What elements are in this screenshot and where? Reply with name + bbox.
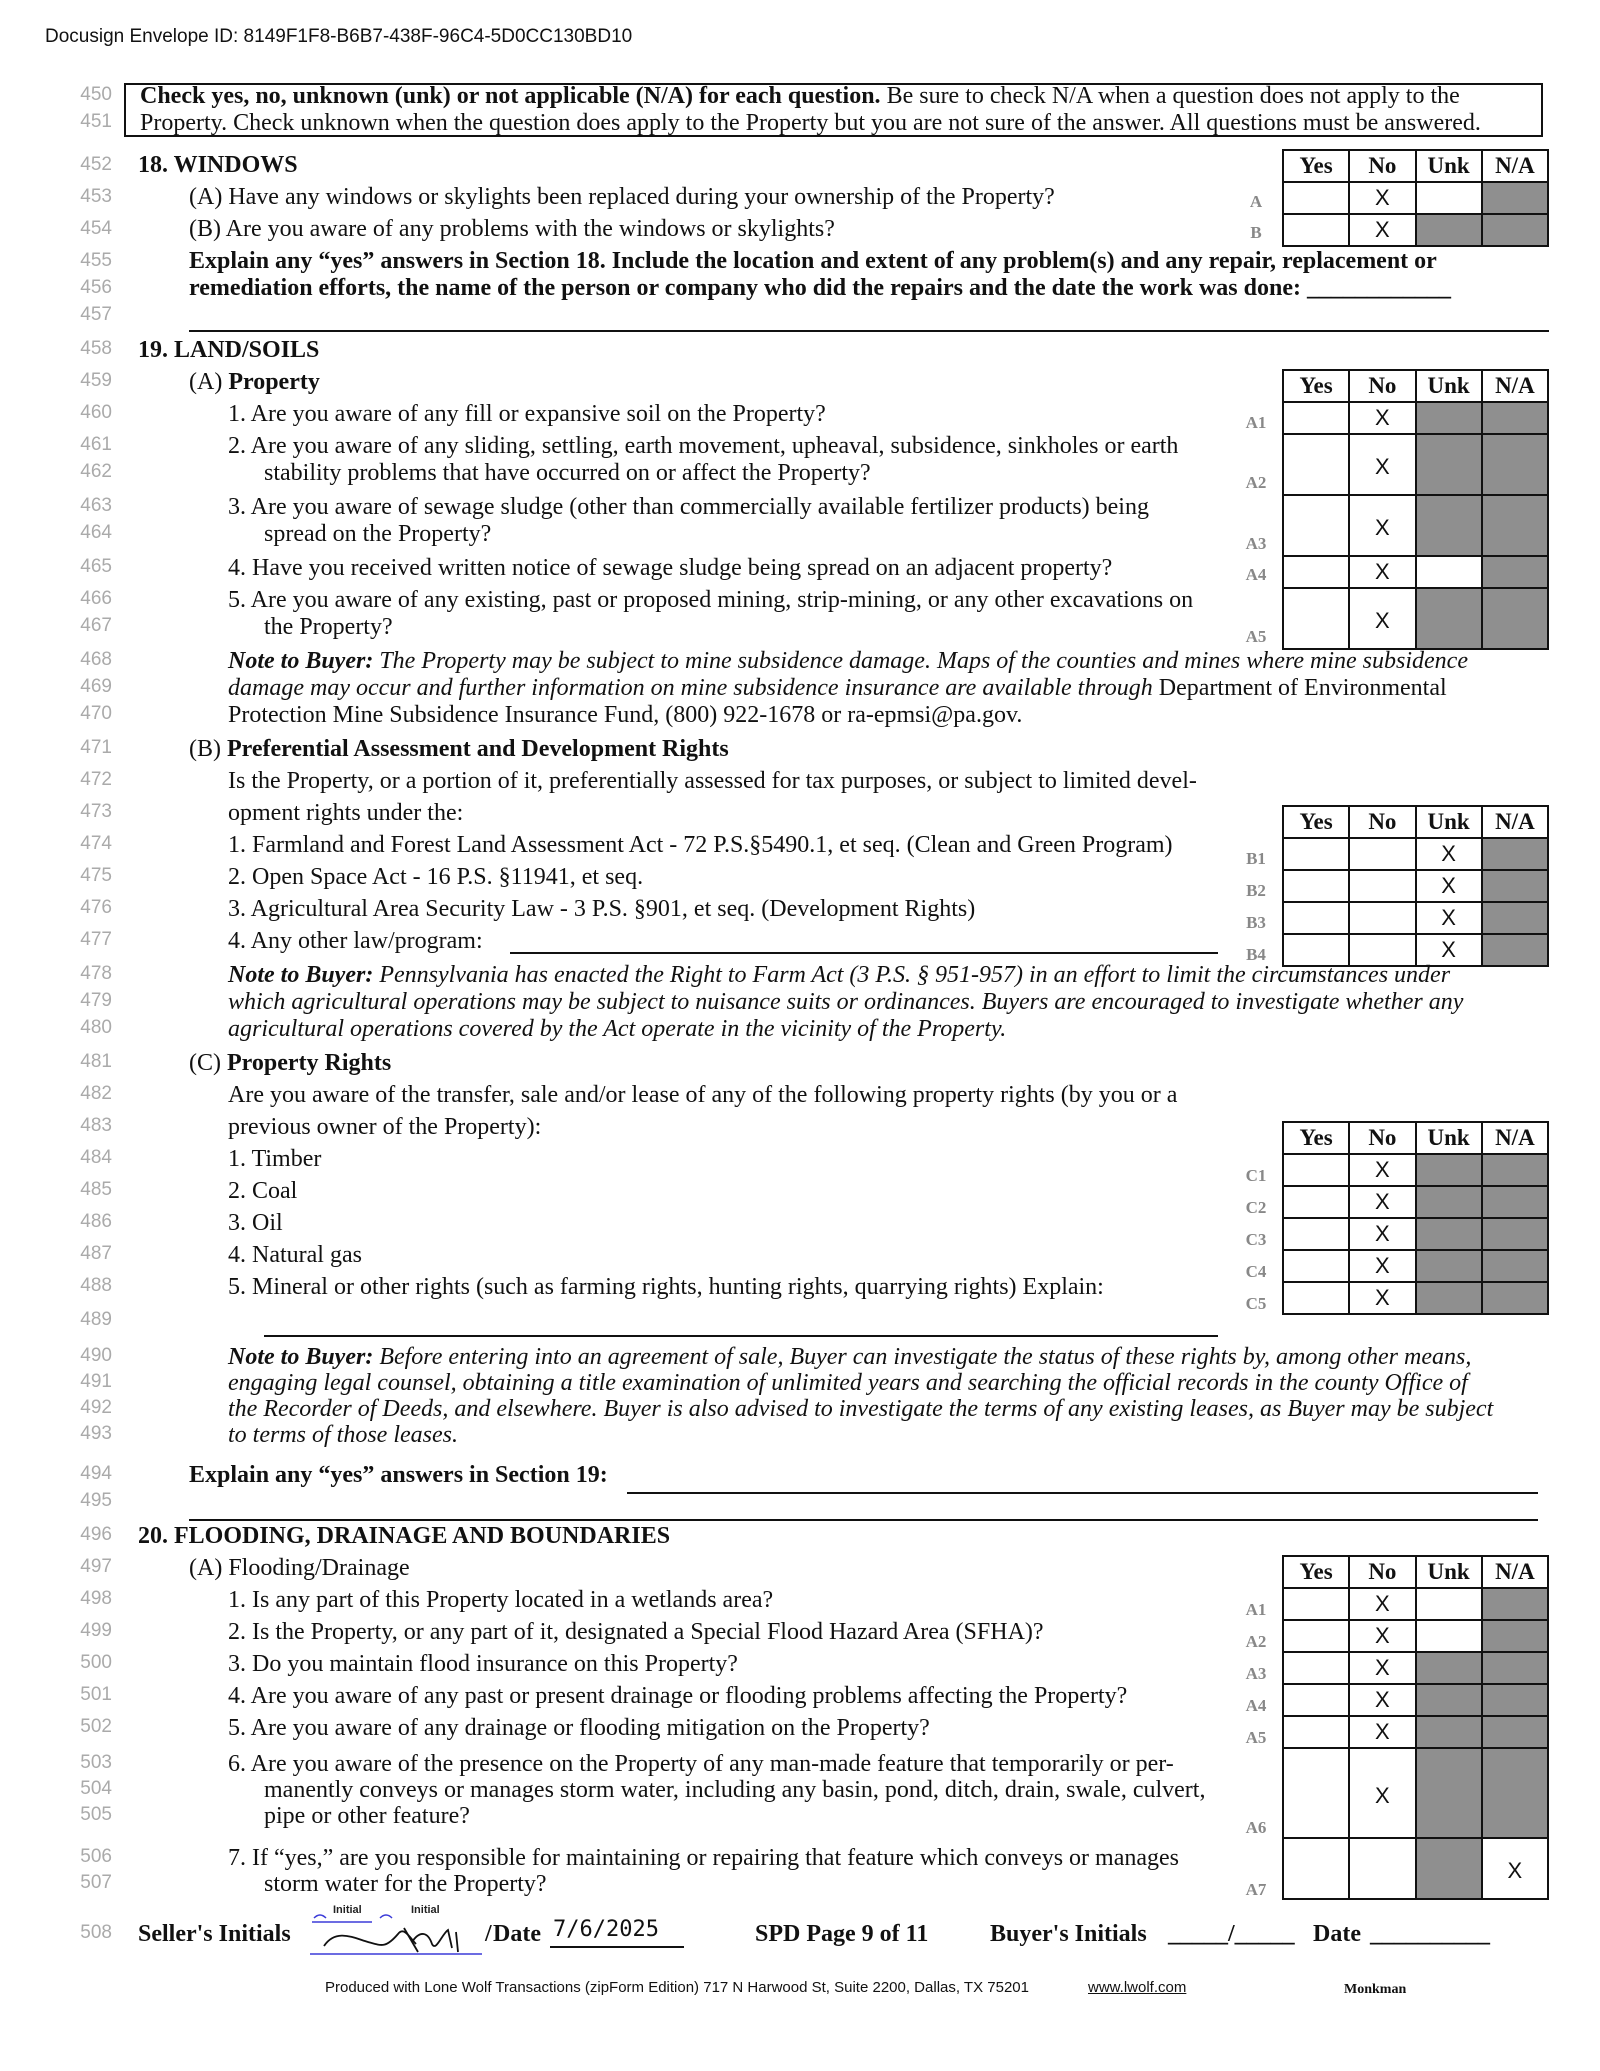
checkbox-unk[interactable]: X [1417, 935, 1483, 967]
buyer-date-blank[interactable]: __________ [1370, 1921, 1490, 1947]
header-no: No [1350, 151, 1416, 183]
row-label: A2 [1245, 473, 1267, 492]
instructions-line2: Property. Check unknown when the question does apply to the Property but you are not sure of the answer. All questions must be answered. [140, 110, 1481, 136]
row-label: A7 [1245, 1880, 1267, 1899]
row-label: A1 [1245, 413, 1267, 432]
checkbox-no[interactable] [1350, 839, 1416, 871]
checkbox-no[interactable]: X [1350, 1219, 1416, 1251]
line-number: 467 [80, 615, 112, 636]
row-label: C1 [1245, 1166, 1267, 1185]
checkbox-no[interactable]: X [1350, 1589, 1416, 1621]
checkbox-unk-disabled [1417, 589, 1483, 650]
checkbox-unk-disabled [1417, 1283, 1483, 1315]
instructions-line1: Check yes, no, unknown (unk) or not applicable (N/A) for each question. Be sure to check N/A when a question does not apply to the [140, 83, 1460, 109]
row-label: A4 [1245, 1696, 1267, 1715]
line-number: 487 [80, 1243, 112, 1264]
note-right-to-farm-2: which agricultural operations may be subject to nuisance suits or ordinances. Buyers are encouraged to investigate whether any [228, 989, 1464, 1015]
s19-a4: 4. Have you received written notice of sewage sludge being spread on an adjacent property? [228, 555, 1113, 581]
checkbox-yes[interactable] [1284, 1589, 1350, 1621]
line-number: 494 [80, 1463, 112, 1484]
s19-a-title: (A) Property [189, 369, 320, 395]
checkbox-na-disabled [1483, 1621, 1549, 1653]
header-yes: Yes [1284, 151, 1350, 183]
lwolf-link[interactable]: www.lwolf.com [1088, 1979, 1187, 1996]
line-number: 457 [80, 304, 112, 325]
checkbox-yes[interactable] [1284, 1717, 1350, 1749]
checkbox-unk-disabled [1417, 435, 1483, 496]
checkbox-yes[interactable] [1284, 1219, 1350, 1251]
page-indicator: SPD Page 9 of 11 [755, 1921, 929, 1947]
checkbox-no[interactable] [1350, 1839, 1416, 1900]
checkbox-no[interactable]: X [1350, 589, 1416, 650]
checkbox-yes[interactable] [1284, 1685, 1350, 1717]
checkbox-na-disabled [1483, 1685, 1549, 1717]
header-na: N/A [1483, 1123, 1549, 1155]
buyer-initials-label: Buyer's Initials [990, 1921, 1147, 1947]
checkbox-na-disabled [1483, 496, 1549, 557]
line-number: 476 [80, 897, 112, 918]
s19b-answer-grid [1282, 805, 1549, 967]
row-label: B1 [1246, 849, 1266, 868]
checkbox-unk-disabled [1417, 1749, 1483, 1839]
line-number: 458 [80, 338, 112, 359]
checkbox-yes[interactable] [1284, 1187, 1350, 1219]
line-number: 485 [80, 1179, 112, 1200]
line-number: 456 [80, 277, 112, 298]
checkbox-unk-disabled [1417, 496, 1483, 557]
checkbox-yes[interactable] [1284, 1653, 1350, 1685]
row-label: C5 [1245, 1294, 1267, 1313]
line-number: 507 [80, 1872, 112, 1893]
line-number: 478 [80, 963, 112, 984]
checkbox-yes[interactable] [1284, 435, 1350, 496]
seller-date-value[interactable]: 7/6/2025 [553, 1917, 659, 1942]
note-mine-subsidence-2: damage may occur and further information on mine subsidence insurance are available through Department of Environmental [228, 675, 1447, 701]
checkbox-na-disabled [1483, 1589, 1549, 1621]
checkbox-no[interactable]: X [1350, 403, 1416, 435]
s19-explain-blank-2[interactable] [189, 1519, 1538, 1521]
line-number: 451 [80, 111, 112, 132]
row-label: C4 [1245, 1262, 1267, 1281]
section-18-title: 18. WINDOWS [138, 152, 298, 178]
checkbox-unk-disabled [1417, 1187, 1483, 1219]
seller-initials-label: Seller's Initials [138, 1921, 291, 1947]
checkbox-yes[interactable] [1284, 1155, 1350, 1187]
line-number: 492 [80, 1397, 112, 1418]
checkbox-no[interactable]: X [1350, 435, 1416, 496]
s19-c1: 1. Timber [228, 1146, 322, 1172]
row-label: A1 [1245, 1600, 1267, 1619]
row-label: B2 [1246, 881, 1266, 900]
checkbox-no[interactable] [1350, 871, 1416, 903]
envelope-id: Docusign Envelope ID: 8149F1F8-B6B7-438F-96C4-5D0CC130BD10 [45, 26, 633, 47]
line-number: 465 [80, 556, 112, 577]
checkbox-no[interactable]: X [1350, 1283, 1416, 1315]
s20-q4: 4. Are you aware of any past or present drainage or flooding problems affecting the Property? [228, 1683, 1128, 1709]
line-number: 470 [80, 703, 112, 724]
note-property-rights-4: to terms of those leases. [228, 1422, 458, 1448]
checkbox-no[interactable]: X [1350, 1685, 1416, 1717]
s20-q2: 2. Is the Property, or any part of it, designated a Special Flood Hazard Area (SFHA)? [228, 1619, 1044, 1645]
checkbox-unk-disabled [1417, 1251, 1483, 1283]
line-number: 489 [80, 1309, 112, 1330]
line-number: 469 [80, 676, 112, 697]
line-number: 471 [80, 737, 112, 758]
s19c-answer-grid [1282, 1121, 1549, 1315]
s19-a3-line2: spread on the Property? [264, 521, 492, 547]
checkbox-no[interactable] [1350, 903, 1416, 935]
s18-explain-line2: remediation efforts, the name of the person or company who did the repairs and the date the work was done: ____________ [189, 275, 1451, 301]
checkbox-yes[interactable] [1284, 557, 1350, 589]
s19-c2: 2. Coal [228, 1178, 298, 1204]
checkbox-na-disabled [1483, 183, 1549, 215]
line-number: 463 [80, 495, 112, 516]
checkbox-no[interactable]: X [1350, 1187, 1416, 1219]
s19-a2-line2: stability problems that have occurred on or affect the Property? [264, 460, 871, 486]
checkbox-unk[interactable] [1417, 1621, 1483, 1653]
s19-c3: 3. Oil [228, 1210, 283, 1236]
header-unk: Unk [1417, 371, 1483, 403]
row-label: B [1250, 223, 1262, 242]
s19-a2-line1: 2. Are you aware of any sliding, settling, earth movement, upheaval, subsidence, sinkholes or earth [228, 433, 1179, 459]
note-property-rights-3: the Recorder of Deeds, and elsewhere. Buyer is also advised to investigate the terms of any existing leases, as Buyer may be subject [228, 1396, 1494, 1422]
header-no: No [1350, 1557, 1416, 1589]
s20-q5: 5. Are you aware of any drainage or flooding mitigation on the Property? [228, 1715, 930, 1741]
line-number: 479 [80, 990, 112, 1011]
line-number: 493 [80, 1423, 112, 1444]
line-number: 455 [80, 250, 112, 271]
note-mine-subsidence-1: Note to Buyer: The Property may be subject to mine subsidence damage. Maps of the counties and mines where mine subsidence [228, 648, 1468, 674]
checkbox-na-disabled [1483, 435, 1549, 496]
s20-q6-line3: pipe or other feature? [264, 1803, 470, 1829]
seller-date-label: Date [493, 1921, 541, 1947]
line-number: 504 [80, 1778, 112, 1799]
row-label: A4 [1245, 565, 1267, 584]
checkbox-na-disabled [1483, 1653, 1549, 1685]
line-number: 495 [80, 1490, 112, 1511]
line-number: 502 [80, 1716, 112, 1737]
s18-explain-line [189, 330, 1549, 332]
checkbox-no[interactable]: X [1350, 1155, 1416, 1187]
row-label: A5 [1245, 627, 1267, 646]
section-19-title: 19. LAND/SOILS [138, 337, 320, 363]
s19a-answer-grid [1282, 369, 1549, 650]
line-number: 462 [80, 461, 112, 482]
note-right-to-farm-3: agricultural operations covered by the Act operate in the vicinity of the Property. [228, 1016, 1007, 1042]
checkbox-na-disabled [1483, 403, 1549, 435]
checkbox-na[interactable]: X [1483, 1839, 1549, 1900]
s19-c-intro1: Are you aware of the transfer, sale and/or lease of any of the following property rights (by you or a [228, 1082, 1178, 1108]
checkbox-no[interactable]: X [1350, 1749, 1416, 1839]
form-name: Monkman [1344, 1982, 1407, 1997]
header-na: N/A [1483, 151, 1549, 183]
row-label: A3 [1245, 534, 1267, 553]
produced-with: Produced with Lone Wolf Transactions (zipForm Edition) 717 N Harwood St, Suite 2200, Dallas, TX 75201 [325, 1979, 1029, 1996]
checkbox-yes[interactable] [1284, 1749, 1350, 1839]
line-number: 482 [80, 1083, 112, 1104]
initial-tag-2: Initial [411, 1904, 440, 1916]
line-number: 490 [80, 1345, 112, 1366]
checkbox-unk[interactable]: X [1417, 871, 1483, 903]
checkbox-yes[interactable] [1284, 871, 1350, 903]
row-label: A6 [1245, 1818, 1267, 1837]
line-number: 460 [80, 402, 112, 423]
s19-b-title: (B) Preferential Assessment and Development Rights [189, 736, 729, 762]
checkbox-yes[interactable] [1284, 903, 1350, 935]
c5-explain-blank[interactable] [264, 1335, 1218, 1337]
row-label: B3 [1246, 913, 1266, 932]
row-label: C3 [1245, 1230, 1267, 1249]
row-label: B4 [1246, 945, 1266, 964]
checkbox-unk-disabled [1417, 1685, 1483, 1717]
line-number: 459 [80, 370, 112, 391]
line-number: 472 [80, 769, 112, 790]
line-number: 505 [80, 1804, 112, 1825]
checkbox-no[interactable]: X [1350, 1717, 1416, 1749]
checkbox-yes[interactable] [1284, 183, 1350, 215]
line-number: 454 [80, 218, 112, 239]
row-label: A [1249, 192, 1263, 211]
line-number: 500 [80, 1652, 112, 1673]
checkbox-na-disabled [1483, 1283, 1549, 1315]
header-no: No [1350, 1123, 1416, 1155]
line-number: 477 [80, 929, 112, 950]
line-number: 452 [80, 154, 112, 175]
checkbox-unk[interactable]: X [1417, 903, 1483, 935]
checkbox-no[interactable]: X [1350, 496, 1416, 557]
line-number: 481 [80, 1051, 112, 1072]
line-number: 491 [80, 1371, 112, 1392]
checkbox-unk-disabled [1417, 1839, 1483, 1900]
checkbox-unk[interactable] [1417, 1589, 1483, 1621]
header-na: N/A [1483, 807, 1549, 839]
line-number: 497 [80, 1556, 112, 1577]
checkbox-na-disabled [1483, 1749, 1549, 1839]
header-no: No [1350, 807, 1416, 839]
row-label: A5 [1245, 1728, 1267, 1747]
checkbox-na-disabled [1483, 839, 1549, 871]
s19-b-intro2: opment rights under the: [228, 800, 464, 826]
checkbox-yes[interactable] [1284, 1251, 1350, 1283]
header-na: N/A [1483, 371, 1549, 403]
s18-question-a: (A) Have any windows or skylights been replaced during your ownership of the Property? [189, 184, 1055, 210]
checkbox-unk-disabled [1417, 403, 1483, 435]
row-label: C2 [1245, 1198, 1267, 1217]
s20-q1: 1. Is any part of this Property located in a wetlands area? [228, 1587, 774, 1613]
other-law-blank[interactable] [510, 952, 1218, 954]
checkbox-unk-disabled [1417, 215, 1483, 247]
seller-date-slash: / [485, 1921, 492, 1947]
line-number: 498 [80, 1588, 112, 1609]
s18-question-b: (B) Are you aware of any problems with the windows or skylights? [189, 216, 835, 242]
s19-explain-blank[interactable] [627, 1492, 1538, 1494]
checkbox-no[interactable]: X [1350, 1251, 1416, 1283]
s20-q6-line2: manently conveys or manages storm water, including any basin, pond, ditch, drain, swale, culvert, [264, 1777, 1206, 1803]
line-number: 480 [80, 1017, 112, 1038]
line-number: 488 [80, 1275, 112, 1296]
checkbox-yes[interactable] [1284, 1283, 1350, 1315]
checkbox-no[interactable]: X [1350, 1653, 1416, 1685]
header-yes: Yes [1284, 1123, 1350, 1155]
checkbox-unk[interactable]: X [1417, 839, 1483, 871]
seller-date-blank [550, 1946, 684, 1948]
header-no: No [1350, 371, 1416, 403]
initial-tag-1: Initial [333, 1904, 362, 1916]
checkbox-na-disabled [1483, 1187, 1549, 1219]
note-right-to-farm-1: Note to Buyer: Pennsylvania has enacted the Right to Farm Act (3 P.S. § 951-957) in an effort to limit the circumstances under [228, 962, 1451, 988]
line-number: 468 [80, 649, 112, 670]
s18-explain-line1: Explain any “yes” answers in Section 18. Include the location and extent of any problem(s) and any repair, replacement or [189, 248, 1437, 274]
s19-a3-line1: 3. Are you aware of sewage sludge (other than commercially available fertilizer products) being [228, 494, 1149, 520]
header-unk: Unk [1417, 1557, 1483, 1589]
checkbox-unk[interactable] [1417, 557, 1483, 589]
line-number: 484 [80, 1147, 112, 1168]
buyer-date-label: Date [1313, 1921, 1361, 1947]
line-number: 464 [80, 522, 112, 543]
header-yes: Yes [1284, 371, 1350, 403]
s19-c4: 4. Natural gas [228, 1242, 362, 1268]
s19-a5-line1: 5. Are you aware of any existing, past or proposed mining, strip-mining, or any other excavations on [228, 587, 1194, 613]
header-na: N/A [1483, 1557, 1549, 1589]
header-unk: Unk [1417, 807, 1483, 839]
checkbox-yes[interactable] [1284, 496, 1350, 557]
checkbox-na-disabled [1483, 903, 1549, 935]
checkbox-na-disabled [1483, 1251, 1549, 1283]
line-number: 473 [80, 801, 112, 822]
line-number: 461 [80, 434, 112, 455]
s19-c-title: (C) Property Rights [189, 1050, 392, 1076]
checkbox-yes[interactable] [1284, 1839, 1350, 1900]
checkbox-na-disabled [1483, 935, 1549, 967]
line-number: 486 [80, 1211, 112, 1232]
note-property-rights-2: engaging legal counsel, obtaining a title examination of unlimited years and searching the official records in the county Office of [228, 1370, 1468, 1396]
s19-a5-line2: the Property? [264, 614, 393, 640]
line-number: 506 [80, 1846, 112, 1867]
note-property-rights-1: Note to Buyer: Before entering into an agreement of sale, Buyer can investigate the status of these rights by, among other means, [228, 1344, 1472, 1370]
line-number: 450 [80, 84, 112, 105]
checkbox-unk-disabled [1417, 1155, 1483, 1187]
checkbox-yes[interactable] [1284, 839, 1350, 871]
s20-q7-line2: storm water for the Property? [264, 1871, 547, 1897]
checkbox-na-disabled [1483, 871, 1549, 903]
section-20-title: 20. FLOODING, DRAINAGE AND BOUNDARIES [138, 1523, 671, 1549]
line-number: 474 [80, 833, 112, 854]
s19-a1: 1. Are you aware of any fill or expansive soil on the Property? [228, 401, 826, 427]
checkbox-no[interactable]: X [1350, 215, 1416, 247]
line-number: 453 [80, 186, 112, 207]
s19-c5: 5. Mineral or other rights (such as farming rights, hunting rights, quarrying rights) Explain: [228, 1274, 1104, 1300]
s20-q7-line1: 7. If “yes,” are you responsible for maintaining or repairing that feature which conveys or manages [228, 1845, 1179, 1871]
s19-b1: 1. Farmland and Forest Land Assessment Act - 72 P.S.§5490.1, et seq. (Clean and Green Program) [228, 832, 1173, 858]
checkbox-yes[interactable] [1284, 1621, 1350, 1653]
checkbox-unk-disabled [1417, 1717, 1483, 1749]
line-number: 496 [80, 1524, 112, 1545]
s19-explain-label: Explain any “yes” answers in Section 19: [189, 1462, 608, 1488]
checkbox-unk-disabled [1417, 1219, 1483, 1251]
line-number: 501 [80, 1684, 112, 1705]
checkbox-no[interactable]: X [1350, 183, 1416, 215]
row-label: A3 [1245, 1664, 1267, 1683]
checkbox-unk-disabled [1417, 1653, 1483, 1685]
checkbox-no[interactable]: X [1350, 1621, 1416, 1653]
s19-b4: 4. Any other law/program: [228, 928, 483, 954]
checkbox-yes[interactable] [1284, 215, 1350, 247]
header-yes: Yes [1284, 1557, 1350, 1589]
row-label: A2 [1245, 1632, 1267, 1651]
header-yes: Yes [1284, 807, 1350, 839]
checkbox-na-disabled [1483, 589, 1549, 650]
header-unk: Unk [1417, 1123, 1483, 1155]
checkbox-na-disabled [1483, 1717, 1549, 1749]
s19-b3: 3. Agricultural Area Security Law - 3 P.S. §901, et seq. (Development Rights) [228, 896, 976, 922]
buyer-initials-blank[interactable]: _____/_____ [1168, 1921, 1295, 1947]
checkbox-no[interactable]: X [1350, 557, 1416, 589]
line-number: 499 [80, 1620, 112, 1641]
s20a-answer-grid [1282, 1555, 1549, 1900]
checkbox-yes[interactable] [1284, 589, 1350, 650]
note-mine-subsidence-3: Protection Mine Subsidence Insurance Fund, (800) 922-1678 or ra-epmsi@pa.gov. [228, 702, 1023, 728]
s19-b2: 2. Open Space Act - 16 P.S. §11941, et seq. [228, 864, 644, 890]
checkbox-unk[interactable] [1417, 183, 1483, 215]
s18-answer-grid [1282, 149, 1549, 247]
checkbox-na-disabled [1483, 1155, 1549, 1187]
line-number: 483 [80, 1115, 112, 1136]
line-number: 466 [80, 588, 112, 609]
s20-q6-line1: 6. Are you aware of the presence on the Property of any man-made feature that temporarily or per- [228, 1751, 1174, 1777]
s19-c-intro2: previous owner of the Property): [228, 1114, 542, 1140]
s20-a-title: (A) Flooding/Drainage [189, 1555, 410, 1581]
line-number: 475 [80, 865, 112, 886]
checkbox-na-disabled [1483, 557, 1549, 589]
checkbox-na-disabled [1483, 215, 1549, 247]
s20-q3: 3. Do you maintain flood insurance on this Property? [228, 1651, 738, 1677]
header-unk: Unk [1417, 151, 1483, 183]
line-number: 503 [80, 1752, 112, 1773]
checkbox-na-disabled [1483, 1219, 1549, 1251]
s19-b-intro1: Is the Property, or a portion of it, preferentially assessed for tax purposes, or subject to limited devel- [228, 768, 1197, 794]
line-number: 508 [80, 1922, 112, 1943]
checkbox-yes[interactable] [1284, 403, 1350, 435]
